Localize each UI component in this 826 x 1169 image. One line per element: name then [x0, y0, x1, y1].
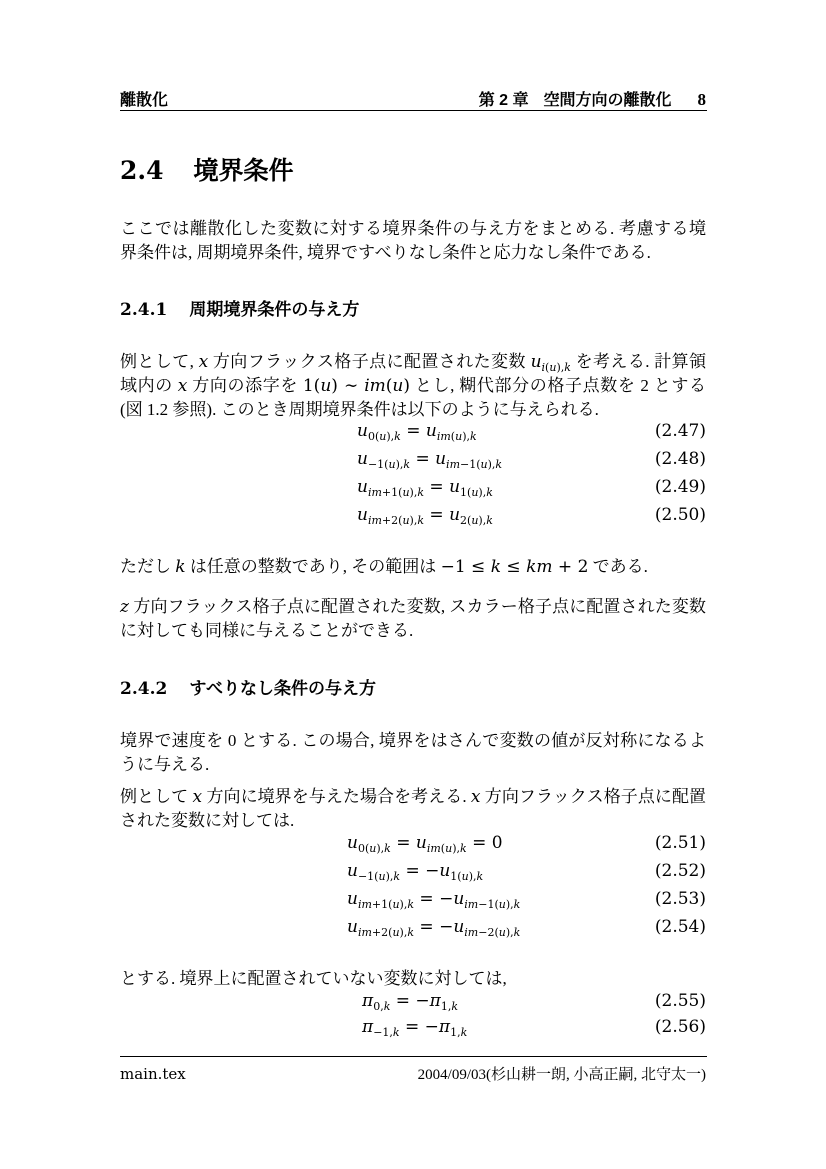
header-running-title: 離散化: [120, 92, 169, 109]
math-subscript: im−1(u),k: [464, 898, 521, 911]
math-run: u: [347, 861, 358, 881]
math-run: π: [362, 991, 374, 1011]
equation-number: (2.52): [654, 861, 706, 881]
equation-group-periodic: [120, 421, 706, 533]
math-subscript: 1,k: [450, 1026, 468, 1039]
text-run: ここでは離散化した変数に対する境界条件の与え方をまとめる. 考慮する境界条件は, 周期境界条件, 境界ですべりなし条件と応力なし条件である.: [120, 219, 706, 262]
text-run: を考える. 計算領域内の: [120, 352, 707, 395]
equation-body: [120, 889, 520, 910]
math-run: = −u: [419, 889, 465, 909]
equation-number: (2.55): [654, 991, 706, 1011]
math-run: u: [347, 917, 358, 937]
footer-rule: [120, 1056, 707, 1057]
math-subscript: −1,k: [373, 1026, 400, 1039]
header-chapter-block: [479, 87, 706, 110]
equation-group-noslip-u: [120, 833, 706, 945]
text-run: とし, 糊代部分の格子点数を 2 とする (図 1.2 参照). このとき周期境界条件は以下のように与えられる.: [120, 376, 707, 419]
math-run: u: [357, 421, 368, 441]
math-run: k: [175, 557, 186, 577]
math-run: = 0: [472, 833, 503, 853]
equation-body: [120, 421, 477, 442]
math-run: = u: [429, 505, 461, 525]
math-run: u: [347, 833, 358, 853]
math-run: = u: [396, 833, 427, 853]
math-subscript: im(u),k: [436, 430, 477, 443]
text-run: は任意の整数であり, その範囲は: [185, 557, 441, 576]
paragraph-nonboundary: [120, 967, 706, 991]
math-run: x: [470, 787, 481, 807]
equation-number: (2.47): [654, 421, 706, 441]
paragraph-z-note: [120, 595, 706, 643]
math-run: −1 ≤ k ≤ km + 2: [440, 557, 589, 577]
math-subscript: 1,k: [440, 1000, 459, 1013]
text-run: 方向の添字を: [187, 376, 303, 395]
equation-row: [120, 1017, 706, 1043]
footer-date-authors: 2004/09/03(杉山耕一朗, 小高正嗣, 北守太一): [417, 1067, 706, 1083]
math-run: 1(u) ∼ im(u): [302, 376, 411, 396]
subsection-number: 2.4.2: [120, 679, 168, 700]
math-run: u: [357, 505, 368, 525]
math-subscript: −1(u),k: [357, 870, 401, 883]
equation-row: [120, 421, 706, 449]
header-chapter-title: 空間方向の離散化: [543, 92, 672, 109]
math-subscript: im+1(u),k: [367, 486, 424, 499]
paragraph-periodic-example: [120, 350, 706, 422]
math-subscript: i(u),k: [541, 361, 571, 374]
paragraph-intro: [120, 217, 706, 265]
section-title: [120, 156, 294, 186]
text-run: ただし: [120, 557, 176, 576]
paragraph-noslip-rule: [120, 729, 706, 777]
math-subscript: im−1(u),k: [446, 458, 503, 471]
math-run: = u: [415, 449, 447, 469]
paragraph-noslip-example: [120, 785, 706, 833]
math-subscript: im+1(u),k: [357, 898, 414, 911]
equation-number: (2.53): [654, 889, 706, 909]
math-subscript: −1(u),k: [367, 458, 411, 471]
equation-row: [120, 991, 706, 1017]
math-run: x: [198, 352, 209, 372]
page-header: [120, 87, 706, 110]
equation-row: [120, 833, 706, 861]
text-run: 方向に境界を与えた場合を考える.: [202, 787, 471, 806]
math-subscript: im+2(u),k: [357, 926, 414, 939]
header-page-number: 8: [697, 90, 706, 109]
equation-body: [120, 1017, 467, 1038]
section-title-text: 境界条件: [193, 156, 294, 185]
math-subscript: im(u),k: [426, 842, 467, 855]
footer-filename: main.tex: [120, 1065, 186, 1083]
equation-number: (2.48): [654, 449, 706, 469]
math-run: u: [530, 352, 542, 372]
math-run: u: [357, 477, 368, 497]
equation-number: (2.54): [654, 917, 706, 937]
equation-number: (2.56): [654, 1017, 706, 1037]
equation-body: [120, 917, 520, 938]
equation-number: (2.49): [654, 477, 706, 497]
equation-body: [120, 449, 502, 470]
subsection-number: 2.4.1: [120, 300, 168, 321]
subsection-title-text: 周期境界条件の与え方: [189, 300, 360, 320]
equation-row: [120, 917, 706, 945]
paragraph-k-range: [120, 555, 706, 579]
equation-row: [120, 449, 706, 477]
subsection-title-noslip: [120, 678, 376, 700]
equation-body: [120, 861, 483, 882]
math-run: x: [177, 376, 188, 396]
text-run: 方向フラックス格子点に配置された変数, スカラー格子点に配置された変数に対しても同様に与えることができる.: [120, 597, 706, 640]
text-run: 方向フラックス格子点に配置された変数に対しては.: [120, 787, 707, 830]
math-run: = −u: [419, 917, 465, 937]
math-run: u: [347, 889, 358, 909]
math-subscript: 2(u),k: [460, 514, 493, 527]
equation-body: [120, 991, 458, 1012]
math-run: u: [357, 449, 368, 469]
equation-row: [120, 861, 706, 889]
equation-body: [120, 477, 493, 498]
equation-number: (2.51): [654, 833, 706, 853]
header-chapter-number: 第 2 章: [478, 92, 529, 109]
section-number: 2.4: [120, 155, 164, 185]
subsection-title-periodic: [120, 299, 359, 321]
header-rule: [120, 110, 707, 111]
math-run: = −u: [405, 861, 451, 881]
text-run: とする. 境界上に配置されていない変数に対しては,: [120, 969, 507, 988]
equation-body: [120, 833, 503, 854]
math-run: = u: [406, 421, 437, 441]
equation-row: [120, 477, 706, 505]
math-run: π: [362, 1017, 374, 1037]
math-subscript: 1(u),k: [460, 486, 493, 499]
math-subscript: 0,k: [373, 1000, 391, 1013]
math-run: = −π: [395, 991, 441, 1011]
text-run: 例として,: [120, 352, 199, 371]
equation-row: [120, 505, 706, 533]
math-subscript: 0(u),k: [357, 842, 391, 855]
subsection-title-text: すべりなし条件の与え方: [189, 679, 376, 699]
math-subscript: 0(u),k: [367, 430, 401, 443]
math-subscript: im+2(u),k: [367, 514, 424, 527]
math-subscript: im−2(u),k: [464, 926, 521, 939]
text-run: である.: [588, 557, 648, 576]
equation-group-noslip-pi: [120, 991, 706, 1043]
math-run: z: [120, 597, 129, 617]
equation-body: [120, 505, 493, 526]
page-footer: [120, 1063, 706, 1084]
equation-row: [120, 889, 706, 917]
equation-number: (2.50): [654, 505, 706, 525]
math-run: = u: [429, 477, 461, 497]
math-run: x: [192, 787, 203, 807]
math-subscript: 1(u),k: [450, 870, 484, 883]
math-run: = −π: [404, 1017, 451, 1037]
text-run: 例として: [120, 787, 193, 806]
text-run: 方向フラックス格子点に配置された変数: [208, 352, 531, 371]
text-run: 境界で速度を 0 とする. この場合, 境界をはさんで変数の値が反対称になるように与える.: [120, 731, 706, 774]
